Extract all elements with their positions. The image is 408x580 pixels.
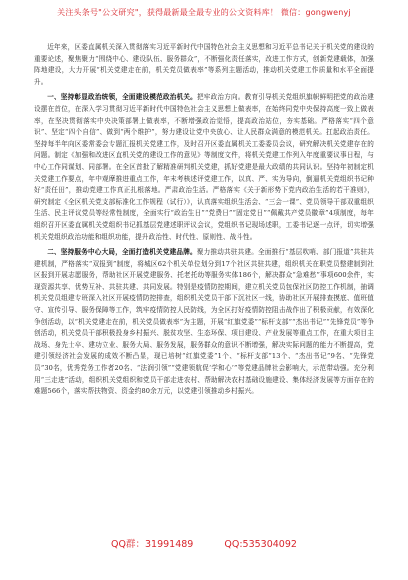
section-1-body: 把牢政治方向。教育引导机关党组织旗帜鲜明把党的政治建设摆在首位，在深入学习贯彻习近平新时代中国特色社会主义思想上做表率，在始终同党中央保持高度一致上做表率，在坚决贯彻落实中央决策部署上做表率，不断增强政治觉悟，提高政治站位，夯实基础。严格落实“四个意识”、坚定“四个自信”、做到“两个维护”，努力建设让党中央放心、让人民群众满意的模范机关。扛起政治责任。坚持每半年向区委常委会专题汇报机关党建工作，及时召开区委直属机关工委委员会议，研究解决机关党建存在的问题。制定《加强和改进区直机关党的建设工作的意见》等制度文件，将机关党建工作列入年度重要议事日程，与中心工作同谋划、同部署。在全区首批了解精准研判机关党建，抓好党建是最大政绩的共同认识。坚持年初制定机关党建工作要点，年中观摩推进重点工作，年末考核述评党建工作，以真、严、实为导向，倒逼机关党组织书记种好“责任田”，推动党建工作真正扎根落地。严肃政治生活。严格落实《关于新形势下党内政治生活的若干准则》，研究制定《全区机关党支部标准化工作规程（试行）》，认真落实组织生活会、“三会一课”、党员领导干部双重组织生活、民主评议党员等经常性制度，全面实行“政治生日”“党费日”“固定党日”“佩戴共产党员徽章”4项制度，每年组织召开区委直属机关党组织书记抓基层党建述职评议会议，党组织书记现场述职，工委书记逐一点评，切实增强机关党组织政治功能和组织功能，提升政治性、时代性、原则性、战斗性。 [34,93,374,241]
document-body [34,42,374,528]
qq-group-text: QQ群：31991489 [111,539,194,550]
top-banner [0,0,408,34]
section-1-title: 一、坚持彰显政治统领，全面建设模范政治机关。 [47,93,197,102]
section-2-paragraph [34,247,374,398]
qq-number-text: QQ:535304092 [224,539,297,550]
section-1-paragraph [34,92,374,243]
banner-text: 关注头条号"公文研究"，获得最新最全最专业的公文资料库！ 微信：gongwenyj [57,8,351,17]
section-2-title: 二、坚持服务中心大局，全面打造机关党建品牌。 [47,248,197,257]
footer-contact [0,536,408,556]
intro-paragraph: 近年来，区委直属机关深入贯彻落实习近平新时代中国特色社会主义思想和习近平总书记关于机关党的建设的重要论述，聚焦聚力“围绕中心、建设队伍、服务群众”，不断强化责任落实，改进工作方式，创新党建载体，加强阵地建设，大力开展“机关党建走在前，机关党员做表率”等系列主题活动，推动机关党建工作质量和水平全面提升。 [34,43,374,86]
section-2-body: 聚力推动共驻共建。全面推行“基层吹哨、部门报道”共驻共建机制，严格落实“双报到”制度，将城区62个机关单位划分到17个社区共驻共建，组织机关在职党员整建制到社区报到开展志愿服务，帮助社区开展党建服务、托老托幼等服务实体186个，解决群众“急难愁”事项600余件，实现资源共享、优势互补、共驻共建、共同发展。特别是疫情防控期间，建立机关党员包保社区防控工作机制，抽调机关党员组建专班深入社区开展疫情防控排查，组织机关党员干部下沉社区一线，协助社区开展排查摸底、值班值守、宣传引导、服务保障等工作，筑牢疫情防控人民防线，为全区打好疫情防控阻击战作出了积极贡献，有效深化争创活动，以“机关党建走在前，机关党员做表率”为主题，开展“红旗党委”“标杆支部”“杰出书记”“先锋党员”等争创活动，机关党员干部积极投身乡村振兴、脱贫攻坚、生态环保、项目建设、产业发展等重点工作，在重大项目主战场、身先士卒、建功立业、服务大局、服务发展，服务群众的意识不断增强，解决实际问题的能力不断提高，党建引领经济社会发展的成效不断凸显，现已培树“红旗党委”1个、“标杆支部”13个、“杰出书记”9名、“先锋党员”30名，优秀党务工作者20名、“法润引领”“党建领航促‘学和心’”等党建品牌社会影响大，示范带动强。充分利用“三走进”活动，组织机关党组织和党员干部走进农村、帮助解决农村基础设施建设、集体经济发展等方面存在的难题566个，落实帮扶物资、资金约80余万元，以党建引领推动乡村振兴。 [34,248,374,396]
